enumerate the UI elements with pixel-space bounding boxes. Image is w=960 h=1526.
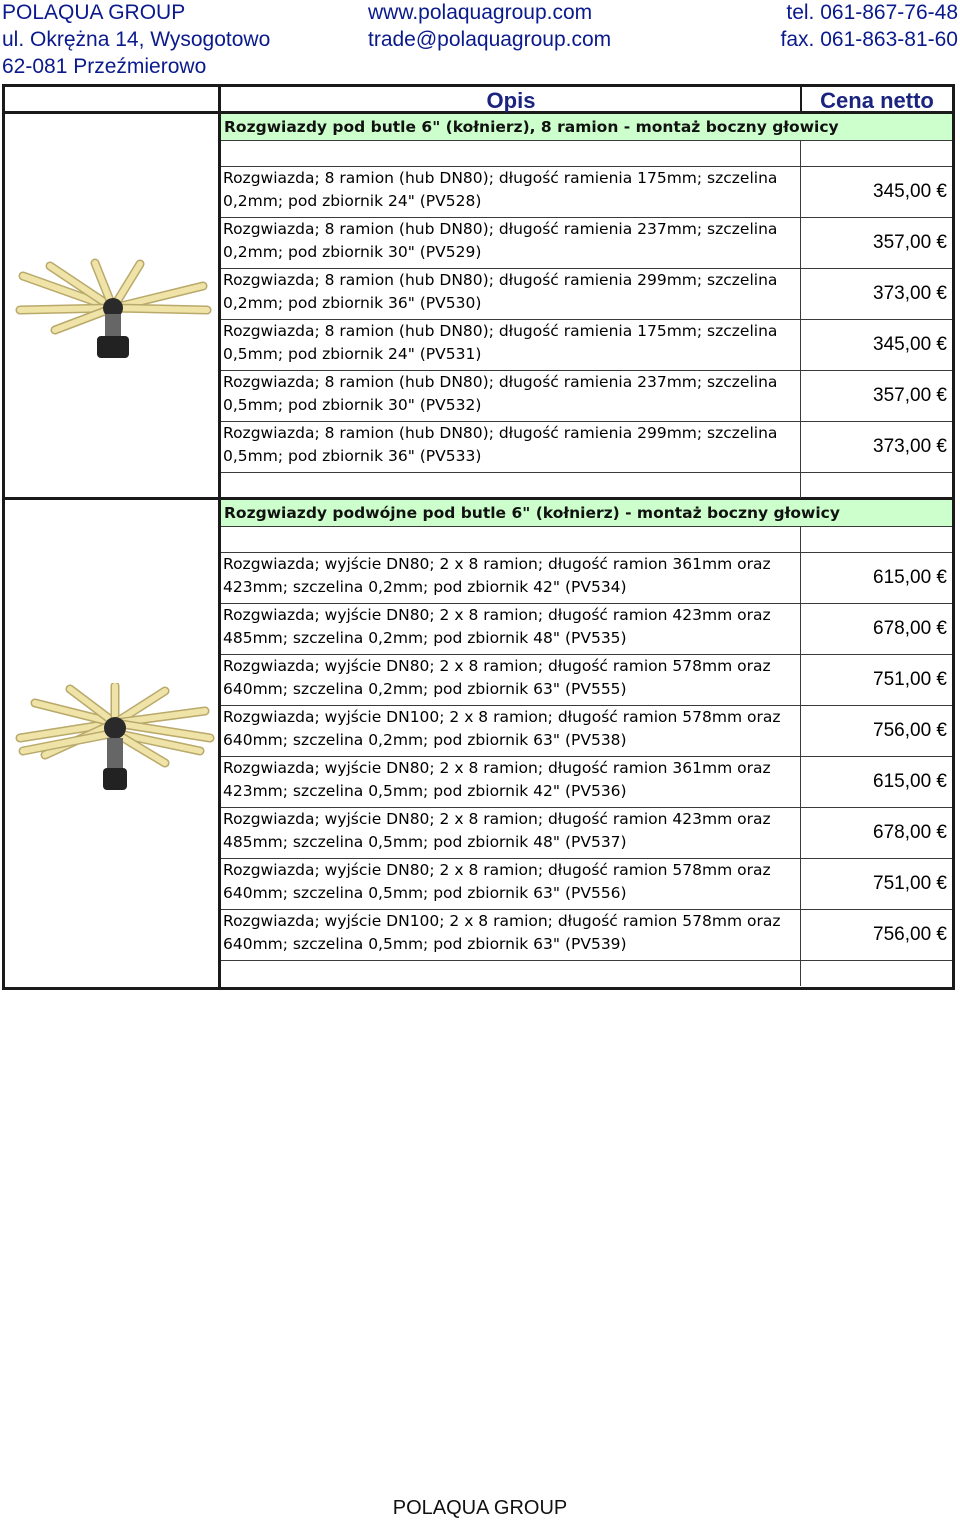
column-header-price: Cena netto — [820, 88, 934, 113]
contact-online — [368, 0, 611, 53]
product-description: Rozgwiazda; wyjście DN80; 2 x 8 ramion; długość ramion 578mm oraz 640mm; szczelina 0,5mm; pod zbiornik 63" (PV556) — [223, 861, 771, 902]
product-description: Rozgwiazda; 8 ramion (hub DN80); długość ramienia 299mm; szczelina 0,5mm; pod zbiornik 36" (PV533) — [223, 424, 778, 465]
fax-number: fax. 061-863-81-60 — [780, 28, 958, 51]
column-header-description: Opis — [486, 88, 536, 113]
column-divider — [800, 140, 801, 166]
table-row — [220, 603, 951, 654]
column-divider — [800, 319, 801, 370]
starfish-distributor-double-image — [15, 683, 215, 793]
table-row — [220, 268, 951, 319]
table-row — [220, 217, 951, 268]
table-row — [220, 858, 951, 909]
product-description: Rozgwiazda; wyjście DN80; 2 x 8 ramion; długość ramion 423mm oraz 485mm; szczelina 0,5mm; pod zbiornik 48" (PV537) — [223, 810, 771, 851]
table-row — [220, 421, 951, 472]
website-link[interactable]: www.polaquagroup.com — [368, 1, 593, 24]
product-price: 756,00 € — [873, 924, 947, 945]
product-price: 751,00 € — [873, 873, 947, 894]
address-line-1: ul. Okrężna 14, Wysogotowo — [2, 28, 271, 51]
column-divider — [800, 526, 801, 552]
contact-phone — [781, 0, 958, 53]
address-line-2: 62-081 Przeźmierowo — [2, 55, 207, 78]
company-info — [2, 0, 270, 80]
product-price: 678,00 € — [873, 618, 947, 639]
column-divider — [800, 552, 801, 603]
company-name: POLAQUA GROUP — [2, 1, 186, 24]
table-row — [220, 654, 951, 705]
column-divider — [800, 858, 801, 909]
product-description: Rozgwiazda; 8 ramion (hub DN80); długość ramienia 237mm; szczelina 0,5mm; pod zbiornik 30" (PV532) — [223, 373, 778, 414]
product-price: 373,00 € — [873, 283, 947, 304]
product-price: 345,00 € — [873, 181, 947, 202]
product-description: Rozgwiazda; 8 ramion (hub DN80); długość ramienia 175mm; szczelina 0,5mm; pod zbiornik 24" (PV531) — [223, 322, 778, 363]
product-price: 357,00 € — [873, 385, 947, 406]
table-row — [220, 909, 951, 960]
row-divider — [221, 960, 952, 961]
column-divider — [800, 268, 801, 319]
product-description: Rozgwiazda; wyjście DN80; 2 x 8 ramion; długość ramion 361mm oraz 423mm; szczelina 0,2mm; pod zbiornik 42" (PV534) — [223, 555, 771, 596]
section-title: Rozgwiazdy podwójne pod butle 6" (kołnierz) - montaż boczny głowicy — [221, 500, 952, 526]
product-price: 756,00 € — [873, 720, 947, 741]
product-price: 345,00 € — [873, 334, 947, 355]
table-row — [220, 705, 951, 756]
row-divider — [221, 140, 952, 141]
row-divider — [221, 526, 952, 527]
product-price: 373,00 € — [873, 436, 947, 457]
product-price: 678,00 € — [873, 822, 947, 843]
column-divider — [800, 654, 801, 705]
product-description: Rozgwiazda; wyjście DN80; 2 x 8 ramion; długość ramion 578mm oraz 640mm; szczelina 0,2mm; pod zbiornik 63" (PV555) — [223, 657, 771, 698]
table-row — [220, 370, 951, 421]
table-row — [220, 552, 951, 603]
column-divider — [800, 166, 801, 217]
column-divider — [800, 756, 801, 807]
table-row — [220, 166, 951, 217]
product-price: 751,00 € — [873, 669, 947, 690]
column-divider — [800, 217, 801, 268]
column-divider — [800, 909, 801, 960]
product-description: Rozgwiazda; 8 ramion (hub DN80); długość ramienia 175mm; szczelina 0,2mm; pod zbiornik 24" (PV528) — [223, 169, 778, 210]
column-divider — [800, 960, 801, 986]
table-row — [220, 319, 951, 370]
product-price: 357,00 € — [873, 232, 947, 253]
product-description: Rozgwiazda; wyjście DN100; 2 x 8 ramion; długość ramion 578mm oraz 640mm; szczelina 0,5mm; pod zbiornik 63" (PV539) — [223, 912, 781, 953]
column-divider — [800, 807, 801, 858]
product-price: 615,00 € — [873, 771, 947, 792]
column-divider — [800, 472, 801, 498]
starfish-distributor-8-arms-image — [15, 258, 215, 363]
column-divider — [800, 705, 801, 756]
footer-company: POLAQUA GROUP — [392, 1497, 568, 1519]
phone-number: tel. 061-867-76-48 — [786, 1, 958, 24]
product-price: 615,00 € — [873, 567, 947, 588]
product-description: Rozgwiazda; 8 ramion (hub DN80); długość ramienia 299mm; szczelina 0,2mm; pod zbiornik 36" (PV530) — [223, 271, 778, 312]
section-title: Rozgwiazdy pod butle 6" (kołnierz), 8 ramion - montaż boczny głowicy — [221, 114, 952, 140]
email-link[interactable]: trade@polaquagroup.com — [368, 28, 612, 51]
product-description: Rozgwiazda; wyjście DN100; 2 x 8 ramion; długość ramion 578mm oraz 640mm; szczelina 0,2mm; pod zbiornik 63" (PV538) — [223, 708, 781, 749]
column-divider — [800, 370, 801, 421]
product-description: Rozgwiazda; wyjście DN80; 2 x 8 ramion; długość ramion 423mm oraz 485mm; szczelina 0,2mm; pod zbiornik 48" (PV535) — [223, 606, 771, 647]
table-row — [220, 807, 951, 858]
product-description: Rozgwiazda; 8 ramion (hub DN80); długość ramienia 237mm; szczelina 0,2mm; pod zbiornik 30" (PV529) — [223, 220, 778, 261]
column-divider — [800, 603, 801, 654]
table-row — [220, 756, 951, 807]
product-description: Rozgwiazda; wyjście DN80; 2 x 8 ramion; długość ramion 361mm oraz 423mm; szczelina 0,5mm; pod zbiornik 42" (PV536) — [223, 759, 771, 800]
row-divider — [221, 472, 952, 473]
column-divider — [800, 421, 801, 472]
